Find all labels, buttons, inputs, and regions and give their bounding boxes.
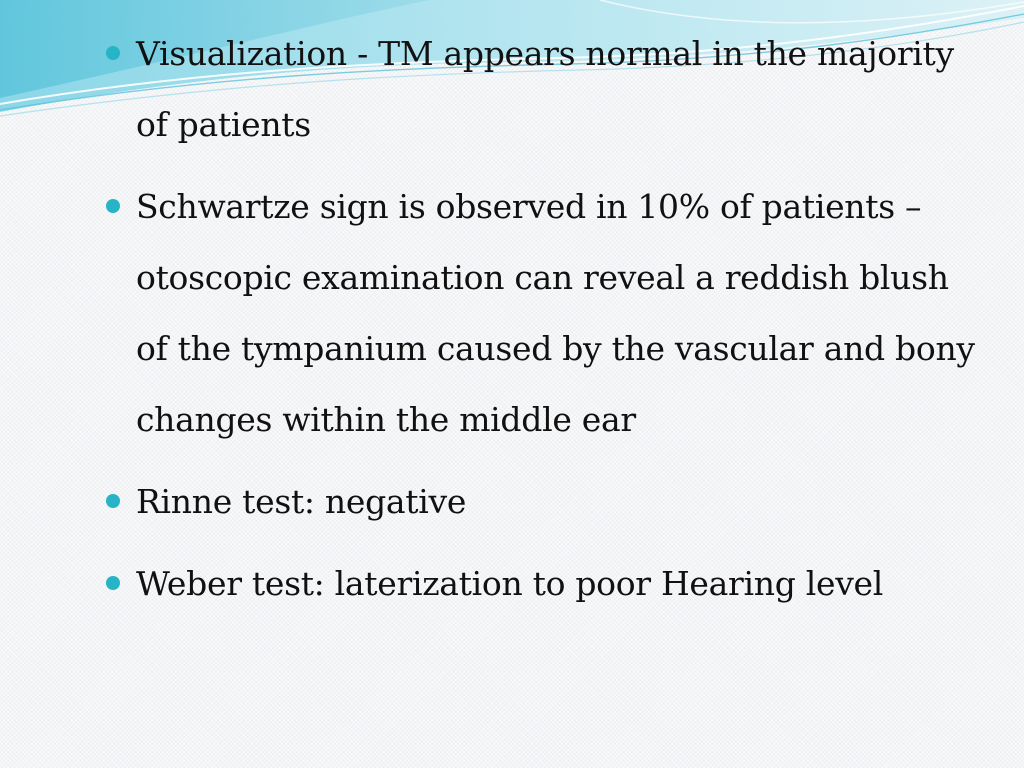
bullet-text: Visualization - TM appears normal in the majority of patients xyxy=(136,34,954,144)
bullet-text: Weber test: laterization to poor Hearing level xyxy=(136,564,884,603)
bullet-item-weber-test xyxy=(104,548,984,619)
bullet-text: Rinne test: negative xyxy=(136,482,467,521)
bullet-dot-icon xyxy=(106,494,120,508)
bullet-item-rinne-test xyxy=(104,466,984,537)
bullet-list xyxy=(104,18,984,630)
bullet-dot-icon xyxy=(106,199,120,213)
bullet-dot-icon xyxy=(106,576,120,590)
bullet-dot-icon xyxy=(106,46,120,60)
bullet-item-schwartze-sign xyxy=(104,171,984,455)
bullet-item-visualization xyxy=(104,18,984,160)
bullet-text: Schwartze sign is observed in 10% of patients – otoscopic examination can reveal a reddish blush of the tympanium caused by the vascular and bony changes within the middle ear xyxy=(136,187,975,439)
